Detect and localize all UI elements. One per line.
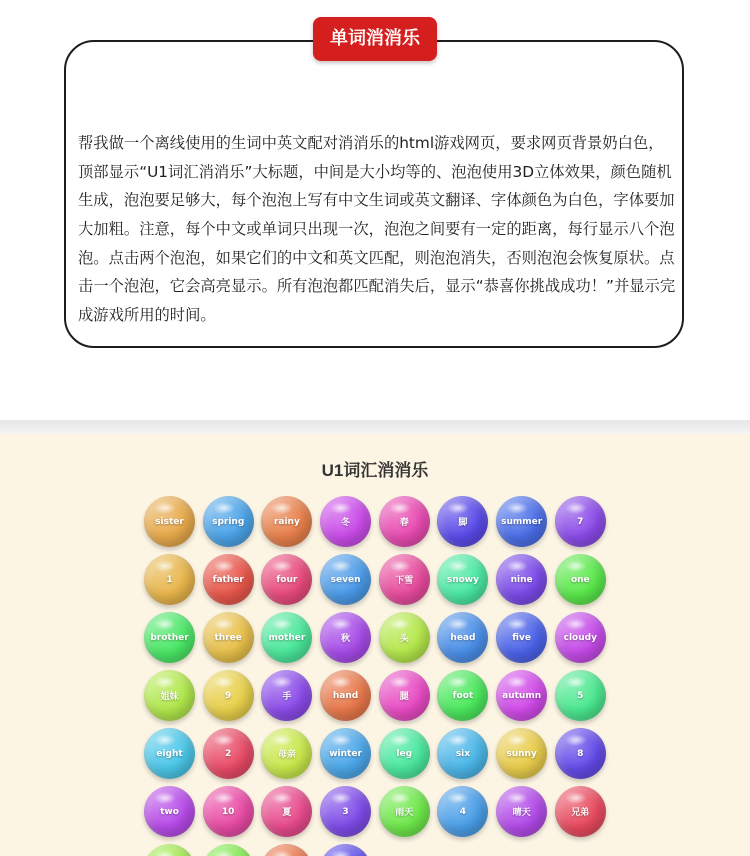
bubble[interactable]: 冬 <box>320 496 371 547</box>
bubble[interactable]: one <box>555 554 606 605</box>
bubble[interactable] <box>203 844 254 856</box>
bubble[interactable]: 7 <box>555 496 606 547</box>
bubble[interactable]: 4 <box>437 786 488 837</box>
bubble[interactable]: 母亲 <box>261 728 312 779</box>
bubble[interactable]: eight <box>144 728 195 779</box>
bubble[interactable]: 3 <box>320 786 371 837</box>
bubble[interactable]: rainy <box>261 496 312 547</box>
bubble[interactable]: foot <box>437 670 488 721</box>
prompt-paragraph-1: 帮我做一个离线使用的生词中英文配对消消乐的html游戏网页，要求网页背景奶白色，顶部显示“U1词汇消消乐”大标题，中间是大小均等的、泡泡使用3D立体效果，颜色随机生成，泡泡要足够大，每个泡泡上写有中文生词或英文翻译、字体颜色为白色，字体要加大加粗。注意，每个中文或单词只出现一次，泡泡之间要有一定的距离，每行显示八个泡泡。点击两个泡泡，如果它们的中文和英文匹配，则泡泡消失，否则泡泡会恢复原状。点击一个泡泡，它会高亮显示。所有泡泡都匹配消失后，显示“恭喜你挑战成功！”并显示完成游戏所用的时间。 <box>78 134 676 324</box>
bubble[interactable]: sunny <box>496 728 547 779</box>
prompt-badge: 单词消消乐 <box>313 17 437 61</box>
bubble[interactable]: 腿 <box>379 670 430 721</box>
bubble[interactable]: brother <box>144 612 195 663</box>
bubble[interactable]: snowy <box>437 554 488 605</box>
bubble[interactable]: 1 <box>144 554 195 605</box>
bubble[interactable] <box>261 844 312 856</box>
bubble[interactable]: five <box>496 612 547 663</box>
bubble[interactable]: 5 <box>555 670 606 721</box>
bubble[interactable]: 8 <box>555 728 606 779</box>
bubble[interactable]: six <box>437 728 488 779</box>
bubble[interactable]: father <box>203 554 254 605</box>
bubble[interactable]: 兄弟 <box>555 786 606 837</box>
bubble[interactable]: nine <box>496 554 547 605</box>
bubble[interactable]: four <box>261 554 312 605</box>
bubble[interactable]: 下雪 <box>379 554 430 605</box>
bubble[interactable]: 晴天 <box>496 786 547 837</box>
bubble[interactable]: 秋 <box>320 612 371 663</box>
bubble[interactable]: autumn <box>496 670 547 721</box>
bubble[interactable]: 脚 <box>437 496 488 547</box>
bubble[interactable]: 手 <box>261 670 312 721</box>
bubble[interactable]: spring <box>203 496 254 547</box>
bubble[interactable]: leg <box>379 728 430 779</box>
bubble[interactable] <box>320 844 371 856</box>
bubble[interactable] <box>144 844 195 856</box>
bubble[interactable]: 9 <box>203 670 254 721</box>
bubble[interactable]: seven <box>320 554 371 605</box>
bubble[interactable]: 春 <box>379 496 430 547</box>
bubble[interactable]: mother <box>261 612 312 663</box>
game-area <box>0 434 750 856</box>
bubble[interactable]: summer <box>496 496 547 547</box>
game-title: U1词汇消消乐 <box>321 461 429 480</box>
bubble[interactable]: hand <box>320 670 371 721</box>
bubble[interactable]: 姐妹 <box>144 670 195 721</box>
bubble[interactable]: 夏 <box>261 786 312 837</box>
bubble[interactable]: 10 <box>203 786 254 837</box>
section-divider <box>0 420 750 434</box>
bubble[interactable]: cloudy <box>555 612 606 663</box>
prompt-section <box>0 0 750 424</box>
bubble[interactable]: head <box>437 612 488 663</box>
bubble-grid <box>144 496 608 856</box>
bubble[interactable]: winter <box>320 728 371 779</box>
bubble[interactable]: sister <box>144 496 195 547</box>
bubble[interactable]: 2 <box>203 728 254 779</box>
bubble[interactable]: three <box>203 612 254 663</box>
bubble[interactable]: 头 <box>379 612 430 663</box>
bubble[interactable]: 雨天 <box>379 786 430 837</box>
bubble[interactable]: two <box>144 786 195 837</box>
